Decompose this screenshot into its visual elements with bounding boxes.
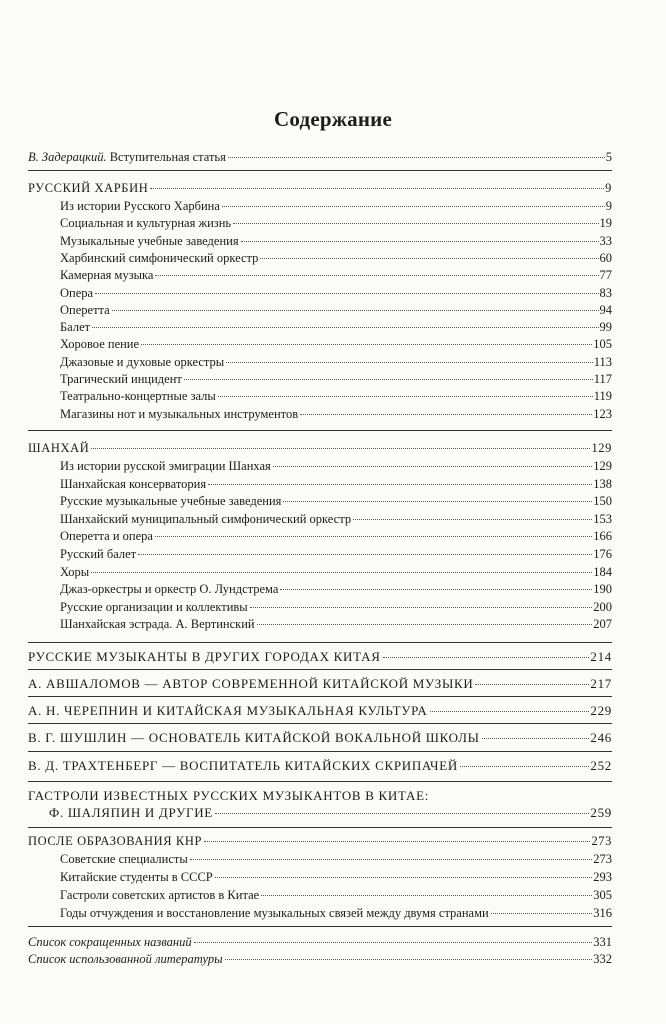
dot-leader xyxy=(250,607,593,608)
toc-entry[interactable] xyxy=(60,458,612,474)
dot-leader xyxy=(222,206,605,207)
page-number: 33 xyxy=(599,233,612,248)
section-divider xyxy=(28,827,612,828)
section-heading: ПОСЛЕ ОБРАЗОВАНИЯ КНР xyxy=(28,834,203,848)
entry-title: РУССКИЕ МУЗЫКАНТЫ В ДРУГИХ ГОРОДАХ КИТАЯ xyxy=(28,649,381,664)
entry-title: Шанхайский муниципальный симфонический оркестр xyxy=(60,511,352,526)
toc-entry[interactable] xyxy=(60,905,612,921)
entry-title: Из истории Русского Харбина xyxy=(60,199,220,213)
toc-section-prc[interactable] xyxy=(28,833,612,849)
intro-title: Вступительная статья xyxy=(106,150,226,164)
page-number: 246 xyxy=(590,730,612,745)
page-number: 273 xyxy=(593,852,612,866)
dot-leader xyxy=(491,913,593,914)
dot-leader xyxy=(241,241,599,242)
section-heading: ШАНХАЙ xyxy=(28,441,90,455)
entry-title: Список сокращенных названий xyxy=(28,935,192,949)
entry-title: Трагический инцидент xyxy=(60,372,182,386)
page-number: 331 xyxy=(593,935,612,949)
page-number: 252 xyxy=(590,758,612,773)
dot-leader xyxy=(95,293,598,294)
dot-leader xyxy=(280,589,592,590)
toc-section-shanghai[interactable] xyxy=(28,440,612,456)
entry-title: В. Д. ТРАХТЕНБЕРГ — ВОСПИТАТЕЛЬ КИТАЙСКИХ СКРИПАЧЕЙ xyxy=(28,758,458,773)
toc-entry[interactable] xyxy=(60,599,612,615)
section-heading: РУССКИЙ ХАРБИН xyxy=(28,181,149,195)
entry-title: Советские специалисты xyxy=(60,852,188,866)
entry-title: Годы отчуждения и восстановление музыкальных связей между двумя странами xyxy=(60,906,489,920)
dot-leader xyxy=(215,813,589,814)
page-number: 166 xyxy=(593,529,612,544)
page-number: 207 xyxy=(593,617,612,632)
dot-leader xyxy=(273,466,592,467)
page-number: 293 xyxy=(593,870,612,884)
entry-title: Оперетта и опера xyxy=(60,529,153,544)
page-number: 305 xyxy=(593,888,612,902)
entry-title: Камерная музыка xyxy=(60,268,154,283)
entry-title: Музыкальные учебные заведения xyxy=(60,233,239,248)
toc-entry[interactable] xyxy=(60,581,612,597)
dot-leader xyxy=(460,766,589,767)
tours-line-1: ГАСТРОЛИ ИЗВЕСТНЫХ РУССКИХ МУЗЫКАНТОВ В КИТАЕ: xyxy=(28,788,430,803)
toc-entry[interactable] xyxy=(60,215,612,231)
entry-title: Шанхайская эстрада. А. Вертинский xyxy=(60,617,255,632)
section-divider xyxy=(28,170,612,171)
toc-entry-back[interactable] xyxy=(28,934,612,950)
section-divider xyxy=(28,696,612,697)
toc-entry[interactable] xyxy=(60,869,612,885)
entry-title: Джаз-оркестры и оркестр О. Лундстрема xyxy=(60,582,279,597)
toc-chapter[interactable] xyxy=(28,649,612,665)
toc-entry[interactable] xyxy=(60,267,612,283)
toc-entry[interactable] xyxy=(60,319,612,335)
toc-entry[interactable] xyxy=(60,250,612,266)
page-number: 176 xyxy=(593,547,612,561)
dot-leader xyxy=(228,157,605,158)
page-number: 332 xyxy=(593,952,612,966)
dot-leader xyxy=(150,188,604,189)
dot-leader xyxy=(112,310,599,311)
page-number: 5 xyxy=(605,150,612,164)
page-number: 60 xyxy=(599,250,612,265)
dot-leader xyxy=(475,684,589,685)
dot-leader xyxy=(190,859,593,860)
entry-title: Шанхайская консерватория xyxy=(60,476,207,491)
entry-title: В. Г. ШУШЛИН — ОСНОВАТЕЛЬ КИТАЙСКОЙ ВОКАЛЬНОЙ ШКОЛЫ xyxy=(28,730,480,745)
entry-title: Магазины нот и музыкальных инструментов xyxy=(60,406,299,421)
entry-title: Хоры xyxy=(60,564,90,579)
toc-entry[interactable] xyxy=(60,887,612,903)
dot-leader xyxy=(184,379,593,380)
toc-entry[interactable] xyxy=(60,546,612,562)
toc-chapter[interactable] xyxy=(28,758,612,774)
entry-title: А. Н. ЧЕРЕПНИН И КИТАЙСКАЯ МУЗЫКАЛЬНАЯ КУЛЬТУРА xyxy=(28,703,428,718)
page-number: 229 xyxy=(590,703,612,718)
entry-title: Опера xyxy=(60,285,94,300)
toc-entry-back[interactable] xyxy=(28,951,612,967)
entry-title: Русские организации и коллективы xyxy=(60,599,248,614)
toc-entry[interactable] xyxy=(60,511,612,527)
toc-entry-intro[interactable] xyxy=(28,149,612,165)
page-number: 117 xyxy=(593,372,612,386)
page-number: 19 xyxy=(599,216,612,231)
toc-entry[interactable] xyxy=(60,336,612,352)
dot-leader xyxy=(261,895,592,896)
page-number: 150 xyxy=(593,494,612,509)
toc-entry[interactable] xyxy=(60,528,612,544)
dot-leader xyxy=(91,448,590,449)
page-number: 119 xyxy=(593,389,612,404)
entry-title: Харбинский симфонический оркестр xyxy=(60,250,259,265)
entry-title: Джазовые и духовые оркестры xyxy=(60,354,225,369)
intro-author: В. Задерацкий. xyxy=(28,150,107,164)
toc-chapter[interactable] xyxy=(28,703,612,719)
dot-leader xyxy=(91,572,592,573)
dot-leader xyxy=(482,738,590,739)
page-number: 113 xyxy=(593,354,612,369)
page-number: 129 xyxy=(593,459,612,473)
entry-title: Гастроли советских артистов в Китае xyxy=(60,888,260,902)
dot-leader xyxy=(383,657,590,658)
dot-leader xyxy=(225,959,593,960)
page-number: 94 xyxy=(599,302,612,317)
toc-entry[interactable] xyxy=(60,388,612,404)
dot-leader xyxy=(283,501,592,502)
page-number: 200 xyxy=(593,599,612,614)
dot-leader xyxy=(141,344,592,345)
dot-leader xyxy=(226,362,593,363)
section-divider xyxy=(28,430,612,431)
toc-entry[interactable] xyxy=(60,564,612,580)
toc-entry[interactable] xyxy=(60,354,612,370)
toc-entry[interactable] xyxy=(60,198,612,214)
page-number: 123 xyxy=(593,406,612,421)
chapter-title: Ф. ШАЛЯПИН И ДРУГИЕ xyxy=(49,805,213,820)
page-number: 9 xyxy=(605,199,612,213)
entry-title: Из истории русской эмиграции Шанхая xyxy=(60,459,271,473)
entry-title: А. АВШАЛОМОВ — АВТОР СОВРЕМЕННОЙ КИТАЙСКОЙ МУЗЫКИ xyxy=(28,676,474,691)
page-number: 9 xyxy=(605,181,612,195)
dot-leader xyxy=(257,624,593,625)
page-number: 138 xyxy=(593,476,612,491)
section-divider xyxy=(28,642,612,643)
page-number: 83 xyxy=(599,285,612,300)
toc-entry[interactable] xyxy=(60,302,612,318)
dot-leader xyxy=(353,519,592,520)
dot-leader xyxy=(218,396,593,397)
entry-title: Оперетта xyxy=(60,302,110,317)
toc-entry[interactable] xyxy=(60,406,612,422)
dot-leader xyxy=(233,223,598,224)
section-divider xyxy=(28,723,612,724)
toc-entry[interactable] xyxy=(60,233,612,249)
page-number: 184 xyxy=(593,564,612,579)
entry-title: Список использованной литературы xyxy=(28,952,223,966)
dot-leader xyxy=(430,711,590,712)
toc-entry[interactable] xyxy=(60,616,612,632)
entry-title: Хоровое пение xyxy=(60,337,140,352)
toc-section-harbin[interactable] xyxy=(28,180,612,196)
dot-leader xyxy=(260,258,598,259)
toc-entry[interactable] xyxy=(60,493,612,509)
entry-title: Русские музыкальные учебные заведения xyxy=(60,494,282,509)
page-number: 77 xyxy=(599,268,612,283)
page-number: 217 xyxy=(590,676,612,691)
entry-title: Русский балет xyxy=(60,547,137,561)
dot-leader xyxy=(155,275,598,276)
dot-leader xyxy=(215,877,593,878)
page-number: 214 xyxy=(590,649,612,664)
page-number: 153 xyxy=(593,511,612,526)
page-number: 259 xyxy=(590,805,612,820)
entry-title: Социальная и культурная жизнь xyxy=(60,216,232,231)
entry-title: Балет xyxy=(60,320,91,335)
toc-chapter-tours[interactable] xyxy=(49,805,612,821)
toc-entry[interactable] xyxy=(60,476,612,492)
section-divider xyxy=(28,669,612,670)
dot-leader xyxy=(208,484,592,485)
toc-chapter[interactable] xyxy=(28,730,612,746)
entry-title: Театрально-концертные залы xyxy=(60,389,216,404)
dot-leader xyxy=(204,841,590,842)
toc-entry[interactable] xyxy=(60,371,612,387)
dot-leader xyxy=(92,327,598,328)
dot-leader xyxy=(138,554,592,555)
dot-leader xyxy=(155,536,592,537)
page-number: 316 xyxy=(593,906,612,920)
section-divider xyxy=(28,926,612,927)
section-divider xyxy=(28,781,612,782)
toc-chapter[interactable] xyxy=(28,676,612,692)
entry-title: Китайские студенты в СССР xyxy=(60,870,213,884)
toc-entry[interactable] xyxy=(60,851,612,867)
page-number: 105 xyxy=(593,337,612,352)
page-number: 273 xyxy=(591,834,612,848)
toc-entry[interactable] xyxy=(60,285,612,301)
section-divider xyxy=(28,751,612,752)
page-number: 190 xyxy=(593,582,612,597)
page-number: 129 xyxy=(591,441,612,455)
page-title: Содержание xyxy=(274,107,392,131)
page-number: 99 xyxy=(599,320,612,335)
dot-leader xyxy=(300,414,592,415)
dot-leader xyxy=(194,942,593,943)
